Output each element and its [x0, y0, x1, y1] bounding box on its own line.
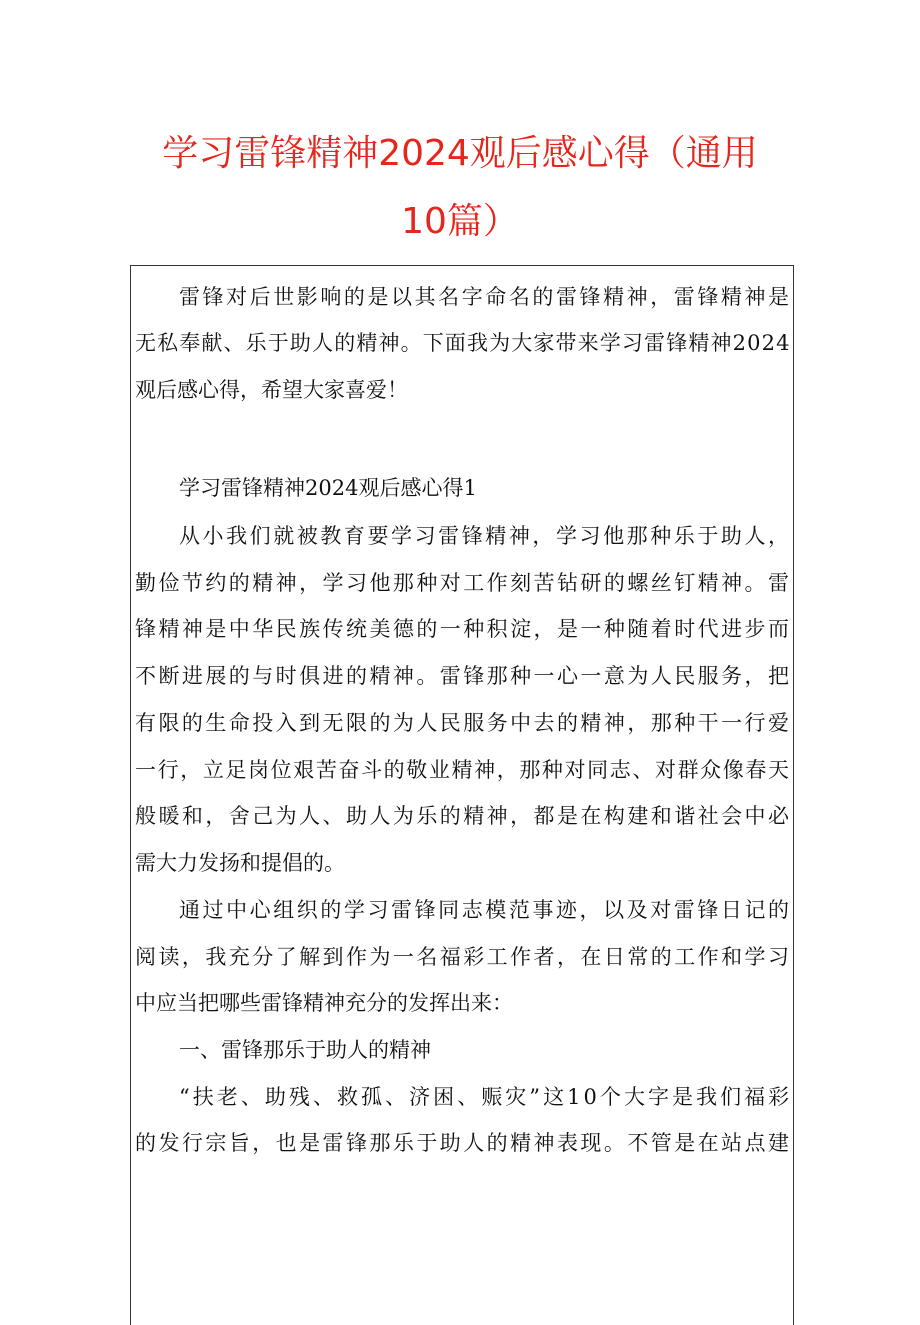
document-title-line-2: 10篇） [401, 201, 519, 242]
text-line [135, 523, 792, 549]
content-box [130, 265, 794, 1325]
text-line-span: 一、雷锋那乐于助人的精神 [179, 1038, 431, 1062]
text-line [135, 990, 789, 1016]
text-line [135, 1130, 792, 1156]
text-line-span: 的发行宗旨，也是雷锋那乐于助人的精神表现。不管是在站点建 [135, 1131, 792, 1155]
text-line [135, 710, 792, 736]
text-line-span: 观后感心得，希望大家喜爱！ [135, 378, 408, 402]
section-heading [135, 1037, 789, 1063]
text-line-span: “扶老、助残、救孤、济困、赈灾”这10个大字是我们福彩 [179, 1085, 793, 1109]
text-line-span: 从小我们就被教育要学习雷锋精神，学习他那种乐于助人， [179, 524, 792, 548]
section-heading [135, 475, 789, 501]
text-line [135, 757, 789, 783]
text-line [135, 850, 789, 876]
text-line [135, 570, 792, 596]
text-line-span: 雷锋对后世影响的是以其名字命名的雷锋精神，雷锋精神是 [179, 285, 792, 309]
text-line [135, 897, 792, 923]
text-line-span: 有限的生命投入到无限的为人民服务中去的精神，那种干一行爱 [135, 711, 792, 735]
text-line-span: 一行，立足岗位艰苦奋斗的敬业精神，那种对同志、对群众像春天 [135, 758, 791, 782]
text-line [135, 284, 792, 310]
text-line-span: 无私奉献、乐于助人的精神。下面我为大家带来学习雷锋精神2024 [135, 331, 791, 355]
text-line [135, 803, 792, 829]
text-line-span: 不断进展的与时俱进的精神。雷锋那种一心一意为人民服务，把 [135, 664, 792, 688]
text-line [135, 330, 789, 356]
text-line-span: 勤俭节约的精神，学习他那种对工作刻苦钻研的螺丝钉精神。雷 [135, 571, 792, 595]
text-line-span: 通过中心组织的学习雷锋同志模范事迹，以及对雷锋日记的 [179, 898, 792, 922]
text-line-span: 阅读，我充分了解到作为一名福彩工作者，在日常的工作和学习 [135, 945, 792, 969]
text-line-span: 需大力发扬和提倡的。 [135, 851, 345, 875]
text-line-span: 般暖和，舍己为人、助人为乐的精神，都是在构建和谐社会中必 [135, 804, 792, 828]
text-line-span: 锋精神是中华民族传统美德的一种积淀，是一种随着时代进步而 [135, 617, 792, 641]
text-line [135, 944, 792, 970]
text-line-span: 中应当把哪些雷锋精神充分的发挥出来： [135, 991, 513, 1015]
text-line [135, 663, 792, 689]
text-line-span: 学习雷锋精神2024观后感心得1 [179, 476, 477, 500]
document-title-line-1: 学习雷锋精神2024观后感心得（通用 [162, 133, 758, 174]
text-line [135, 1084, 793, 1110]
text-line [135, 616, 792, 642]
text-line [135, 377, 789, 403]
